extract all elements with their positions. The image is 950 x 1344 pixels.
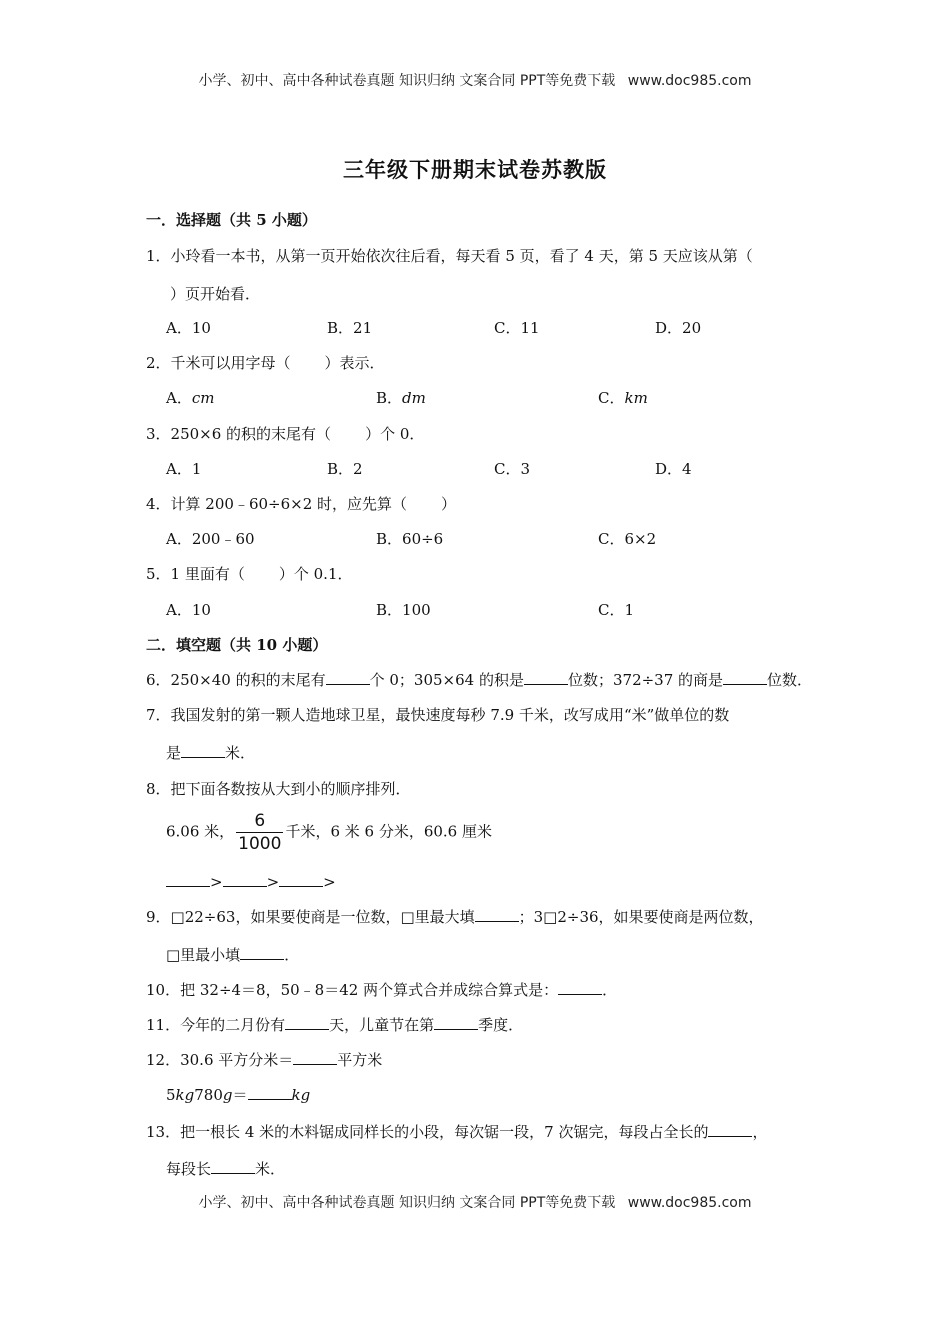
q6-text-c: 位数；372÷37 的商是 bbox=[567, 671, 724, 689]
question-2 bbox=[146, 352, 385, 373]
q8-gt-3: > bbox=[323, 873, 336, 891]
q2-option-c-label: C． bbox=[598, 389, 625, 407]
q10-text-a: 10．把 32÷4＝8，50﹣8＝42 两个算式合并成综合算式是： bbox=[146, 981, 559, 999]
q8-blank-2[interactable] bbox=[223, 872, 267, 887]
question-3 bbox=[146, 423, 424, 444]
question-7-line-1: 7．我国发射的第一颗人造地球卫星，最快速度每秒 7.9 千米，改写成用“米”做单位的数 bbox=[146, 706, 730, 724]
q3-text-a: 3．250×6 的积的末尾有（ bbox=[146, 425, 332, 443]
q8-fraction-numerator: 6 bbox=[254, 811, 266, 831]
q4-option-b[interactable]: B．60÷6 bbox=[376, 530, 444, 548]
q8-blank-3[interactable] bbox=[279, 872, 323, 887]
q3-option-c[interactable]: C．3 bbox=[494, 460, 531, 478]
question-9-line-2 bbox=[166, 944, 299, 965]
q4-text-a: 4．计算 200﹣60÷6×2 时，应先算（ bbox=[146, 495, 408, 513]
question-12-line-1 bbox=[146, 1049, 382, 1070]
page-footer bbox=[0, 1192, 950, 1212]
page-title: 三年级下册期末试卷苏教版 bbox=[343, 157, 607, 182]
question-8-ordering bbox=[166, 872, 336, 891]
q11-text-b: 天，儿童节在第 bbox=[329, 1016, 435, 1034]
q2-option-b-label: B． bbox=[376, 389, 403, 407]
q3-option-d[interactable]: D．4 bbox=[655, 460, 692, 478]
question-1-line-2: ）页开始看． bbox=[170, 285, 261, 303]
q9-text-d: ． bbox=[284, 946, 300, 964]
q12-text-a: 12．30.6 平方分米＝ bbox=[146, 1051, 294, 1069]
q9-text-b: ；3□2÷36，如果要使商是两位数， bbox=[518, 908, 764, 926]
q2-option-b[interactable] bbox=[376, 387, 426, 408]
q13-text-b: ， bbox=[752, 1123, 768, 1141]
page-header bbox=[0, 70, 950, 90]
q9-text-c: □里最小填 bbox=[166, 946, 241, 964]
q6-blank-3[interactable] bbox=[723, 670, 767, 685]
question-7-line-2 bbox=[166, 742, 255, 763]
q12-unit-g: g bbox=[222, 1086, 233, 1104]
question-5 bbox=[146, 563, 352, 584]
q2-option-a[interactable] bbox=[166, 387, 214, 408]
q1-option-a[interactable]: A．10 bbox=[166, 319, 211, 337]
q7-blank[interactable] bbox=[181, 743, 225, 758]
q9-blank-1[interactable] bbox=[475, 907, 519, 922]
q8-fraction-denominator: 1000 bbox=[238, 834, 282, 854]
q3-text-b: ）个 0． bbox=[365, 425, 425, 443]
q1-option-b[interactable]: B．21 bbox=[327, 319, 373, 337]
q11-blank-2[interactable] bbox=[434, 1015, 478, 1030]
footer-text: 小学、初中、高中各种试卷真题 知识归纳 文案合同 PPT等免费下载 bbox=[198, 1195, 616, 1211]
q6-blank-1[interactable] bbox=[326, 670, 370, 685]
q13-text-c: 每段长 bbox=[166, 1160, 212, 1178]
q2-option-c[interactable] bbox=[598, 387, 648, 408]
q6-text-b: 个 0；305×64 的积是 bbox=[369, 671, 524, 689]
footer-url[interactable]: www.doc985.com bbox=[627, 1195, 752, 1211]
q2-text-a: 2．千米可以用字母（ bbox=[146, 354, 291, 372]
q4-option-a[interactable]: A．200﹣60 bbox=[166, 530, 255, 548]
q12-num-2: 780 bbox=[194, 1086, 223, 1104]
question-8-line-1: 8．把下面各数按从大到小的顺序排列． bbox=[146, 780, 411, 798]
q13-text-d: 米． bbox=[255, 1160, 286, 1178]
q9-blank-2[interactable] bbox=[240, 945, 284, 960]
question-1-line-1: 1．小玲看一本书，从第一页开始依次往后看，每天看 5 页，看了 4 天，第 5 天应该从第（ bbox=[146, 247, 753, 265]
question-10 bbox=[146, 979, 617, 1000]
q3-option-a[interactable]: A．1 bbox=[166, 460, 202, 478]
q3-option-b[interactable]: B．2 bbox=[327, 460, 363, 478]
q12-num-1: 5 bbox=[166, 1086, 176, 1104]
q9-text-a: 9．□22÷63，如果要使商是一位数，□里最大填 bbox=[146, 908, 475, 926]
section-1-heading: 一．选择题（共 5 小题） bbox=[146, 211, 317, 229]
q12-equals: ＝ bbox=[232, 1086, 248, 1104]
q12-unit-kg: kg bbox=[175, 1086, 195, 1104]
q4-text-b: ） bbox=[441, 495, 457, 513]
q6-text-d: 位数． bbox=[767, 671, 813, 689]
q4-option-c[interactable]: C．6×2 bbox=[598, 530, 657, 548]
q2-option-b-unit: dm bbox=[402, 389, 426, 407]
q8-gt-2: > bbox=[266, 873, 280, 891]
q5-text-b: ）个 0.1． bbox=[278, 565, 353, 583]
question-8-numbers bbox=[166, 812, 492, 853]
q8-gt-1: > bbox=[210, 873, 223, 891]
q1-option-c[interactable]: C．11 bbox=[494, 319, 540, 337]
q6-text-a: 6．250×40 的积的末尾有 bbox=[146, 671, 326, 689]
q11-blank-1[interactable] bbox=[285, 1015, 329, 1030]
section-2-heading: 二．填空题（共 10 小题） bbox=[146, 636, 328, 654]
q8-text-b: 千米，6 米 6 分米，60.6 厘米 bbox=[285, 822, 492, 841]
question-11 bbox=[146, 1014, 523, 1035]
question-13-line-1 bbox=[146, 1121, 768, 1142]
q5-option-b[interactable]: B．100 bbox=[376, 601, 431, 619]
q7-text-a: 是 bbox=[166, 744, 182, 762]
q11-text-c: 季度． bbox=[478, 1016, 524, 1034]
header-url[interactable]: www.doc985.com bbox=[627, 73, 752, 89]
q2-option-c-unit: km bbox=[624, 389, 648, 407]
q13-text-a: 13．把一根长 4 米的木料锯成同样长的小段，每次锯一段，7 次锯完，每段占全长的 bbox=[146, 1123, 709, 1141]
question-6 bbox=[146, 669, 812, 690]
question-9-line-1 bbox=[146, 906, 764, 927]
q12-unit-kg-result: kg bbox=[291, 1086, 311, 1104]
q11-text-a: 11．今年的二月份有 bbox=[146, 1016, 286, 1034]
q8-fraction bbox=[236, 812, 283, 853]
q2-text-b: ）表示． bbox=[324, 354, 385, 372]
q2-option-a-unit: cm bbox=[191, 389, 215, 407]
q12-text-b: 平方米 bbox=[337, 1051, 383, 1069]
q5-text-a: 5．1 里面有（ bbox=[146, 565, 245, 583]
q5-option-a[interactable]: A．10 bbox=[166, 601, 211, 619]
q6-blank-2[interactable] bbox=[524, 670, 568, 685]
question-13-line-2 bbox=[166, 1158, 285, 1179]
question-12-line-2 bbox=[166, 1084, 310, 1105]
q12-blank-1[interactable] bbox=[293, 1050, 337, 1065]
q10-blank[interactable] bbox=[558, 980, 602, 995]
q10-text-b: ． bbox=[602, 981, 618, 999]
q13-blank-2[interactable] bbox=[211, 1159, 255, 1174]
q8-text-a: 6.06 米， bbox=[166, 822, 235, 841]
q12-blank-2[interactable] bbox=[248, 1085, 292, 1100]
q13-blank-1[interactable] bbox=[708, 1122, 752, 1137]
question-4 bbox=[146, 493, 456, 514]
header-text: 小学、初中、高中各种试卷真题 知识归纳 文案合同 PPT等免费下载 bbox=[198, 73, 616, 89]
q7-text-b: 米． bbox=[225, 744, 256, 762]
q8-blank-1[interactable] bbox=[166, 872, 210, 887]
q5-option-c[interactable]: C．1 bbox=[598, 601, 635, 619]
q2-option-a-label: A． bbox=[166, 389, 192, 407]
q1-option-d[interactable]: D．20 bbox=[655, 319, 702, 337]
